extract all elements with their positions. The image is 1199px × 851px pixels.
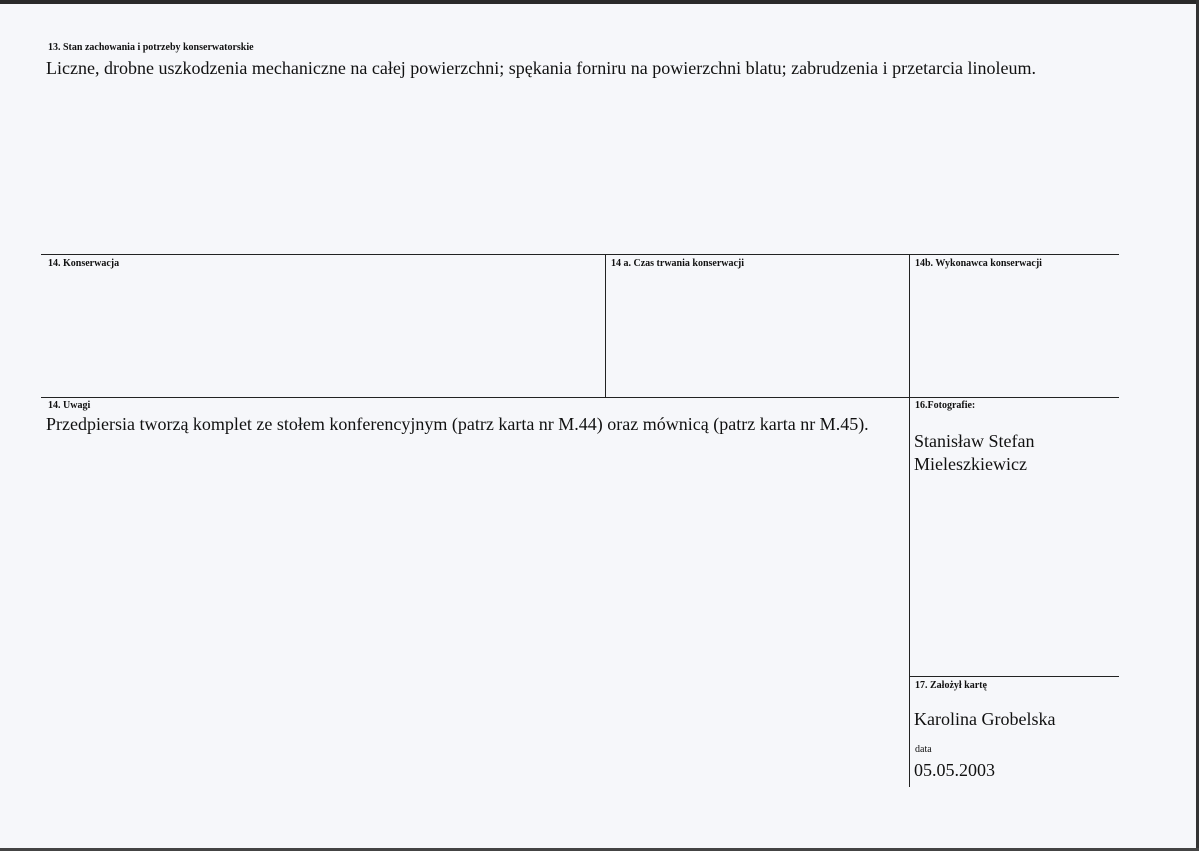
scan-edge-top xyxy=(0,0,1199,4)
column-divider-14a xyxy=(605,254,606,397)
date-value: 05.05.2003 xyxy=(914,760,995,780)
row-divider-zalozyl xyxy=(909,676,1119,677)
uwagi-text: Przedpiersia tworzą komplet ze stołem konferencyjnym (patrz karta nr M.44) oraz mównicą (patrz karta nr M.45). xyxy=(46,414,869,434)
section-13-text: Liczne, drobne uszkodzenia mechaniczne na całej powierzchni; spękania forniru na powierzchni blatu; zabrudzenia i przetarcia linoleum. xyxy=(46,58,1037,78)
section-14b-label: 14b. Wykonawca konserwacji xyxy=(915,258,1042,269)
row-divider-uwagi xyxy=(41,397,1119,398)
row-divider-konserwacja xyxy=(41,254,1119,255)
date-label: data xyxy=(915,744,932,755)
section-14a-label: 14 a. Czas trwania konserwacji xyxy=(611,258,745,269)
fotografie-author-last: Mieleszkiewicz xyxy=(914,454,1027,474)
uwagi-label: 14. Uwagi xyxy=(48,400,91,411)
section-14-label: 14. Konserwacja xyxy=(48,258,120,269)
section-13-label: 13. Stan zachowania i potrzeby konserwatorskie xyxy=(48,42,254,53)
zalozyl-label: 17. Założył kartę xyxy=(915,680,987,691)
fotografie-label: 16.Fotografie: xyxy=(915,400,976,411)
fotografie-author-first: Stanisław Stefan xyxy=(914,431,1035,451)
zalozyl-name: Karolina Grobelska xyxy=(914,709,1056,729)
column-divider-right xyxy=(909,254,910,787)
